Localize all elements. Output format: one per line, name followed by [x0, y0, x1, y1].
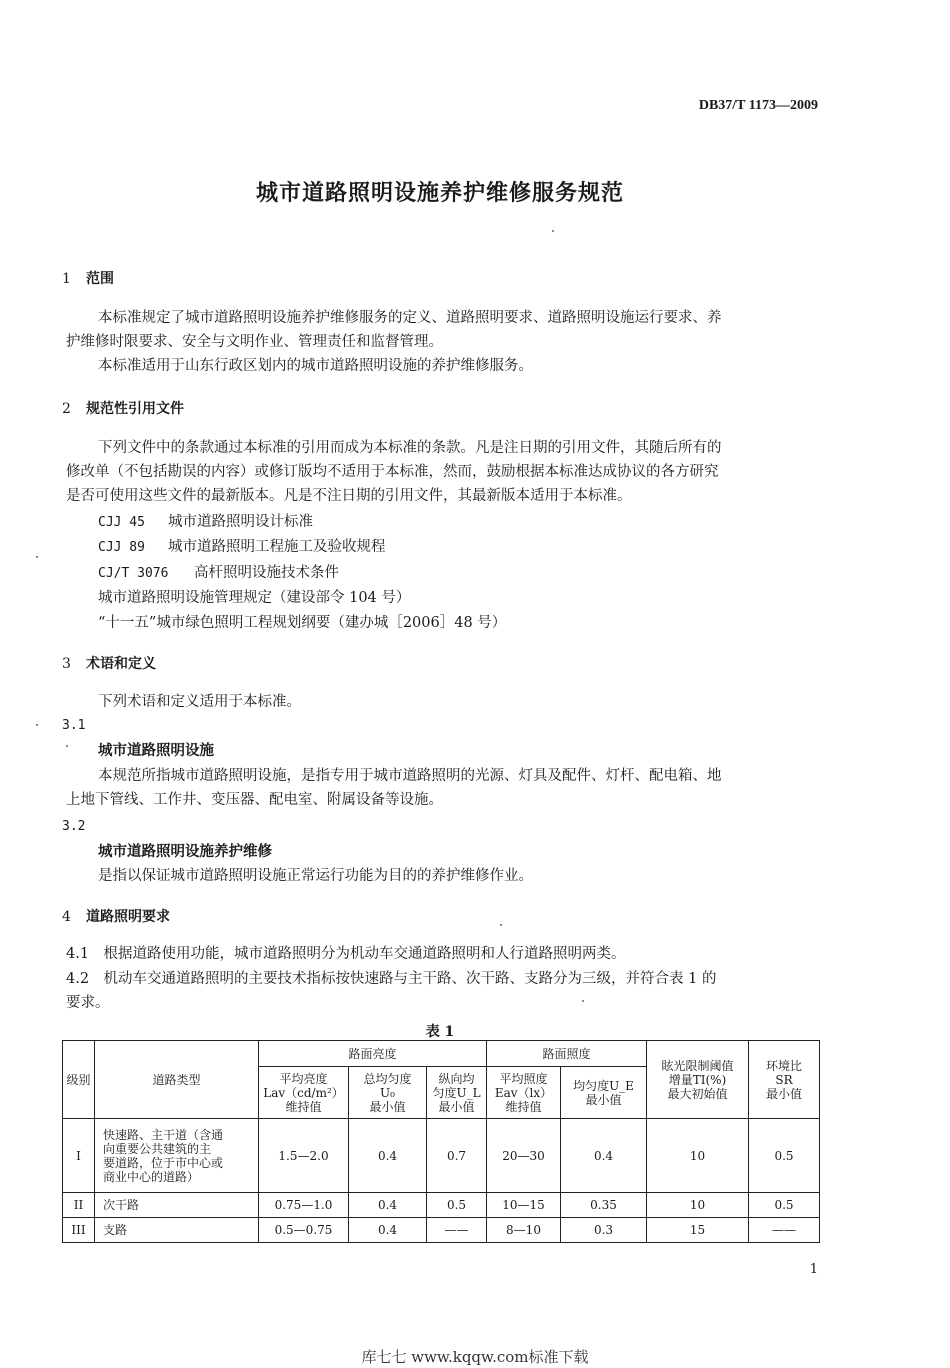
table-row [63, 1119, 820, 1193]
cell-lav: 1.5—2.0 [259, 1119, 349, 1193]
reference-name: 高杆照明设施技术条件 [194, 565, 339, 581]
cell-ti: 10 [647, 1119, 749, 1193]
cell-eav: 20—30 [487, 1119, 561, 1193]
paragraph: 修改单（不包括勘误的内容）或修订版均不适用于本标准，然而，鼓励根据本标准达成协议的各方研究 [66, 464, 719, 480]
footer-watermark: 库七七 www.kqqw.com标准下载 [361, 1348, 589, 1366]
paragraph: 下列文件中的条款通过本标准的引用而成为本标准的条款。凡是注日期的引用文件，其随后所有的 [98, 440, 722, 456]
cell-sr: —— [749, 1218, 820, 1243]
cell-ue: 0.4 [561, 1119, 647, 1193]
header-sr [749, 1041, 820, 1119]
scan-speck [36, 556, 38, 558]
cell-u0: 0.4 [349, 1218, 427, 1243]
term: 城市道路照明设施养护维修 [98, 843, 272, 860]
paragraph: 本标准适用于山东行政区划内的城市道路照明设施的养护维修服务。 [98, 358, 533, 374]
clause-number: 3.1 [62, 718, 86, 733]
section-title: 术语和定义 [86, 656, 156, 672]
header-level: 级别 [63, 1041, 95, 1119]
table-caption: 表 1 [425, 1024, 455, 1040]
section-3-heading [62, 653, 156, 673]
cell-ue: 0.3 [561, 1218, 647, 1243]
lighting-table [62, 1040, 820, 1243]
cell-road-type [95, 1119, 259, 1193]
cell-eav: 8—10 [487, 1218, 561, 1243]
header-line: 纵向均 [438, 1071, 475, 1086]
paragraph: 下列术语和定义适用于本标准。 [98, 694, 301, 710]
section-2-heading [62, 398, 184, 418]
section-number: 4 [62, 909, 71, 925]
cell-u0: 0.4 [349, 1119, 427, 1193]
section-1-heading [62, 268, 114, 288]
header-line: 眩光限制阈值 [661, 1058, 734, 1073]
scan-speck [552, 230, 554, 232]
cell-lav: 0.75—1.0 [259, 1193, 349, 1218]
reference-item [98, 535, 386, 560]
cell-sr: 0.5 [749, 1119, 820, 1193]
section-title: 规范性引用文件 [86, 401, 184, 417]
scan-speck [66, 745, 68, 747]
section-number: 1 [62, 271, 71, 287]
header-line: 最小值 [585, 1092, 622, 1107]
header-luminance-group: 路面亮度 [259, 1041, 487, 1067]
cell-ti: 15 [647, 1218, 749, 1243]
header-line: U₀ [380, 1085, 395, 1100]
definition: 上地下管线、工作井、变压器、配电室、附属设备等设施。 [66, 792, 443, 808]
header-line: SR [775, 1072, 793, 1087]
cell-line: 向重要公共建筑的主 [103, 1141, 212, 1156]
cell-ue: 0.35 [561, 1193, 647, 1218]
header-line: 匀度U_L [432, 1085, 481, 1100]
scan-speck [36, 724, 38, 726]
cell-u0: 0.4 [349, 1193, 427, 1218]
header-avg-luminance [259, 1067, 349, 1119]
cell-ti: 10 [647, 1193, 749, 1218]
standard-number: DB37/T 1173—2009 [698, 98, 818, 113]
cell-eav: 10—15 [487, 1193, 561, 1218]
cell-ul: 0.5 [427, 1193, 487, 1218]
definition: 本规范所指城市道路照明设施，是指专用于城市道路照明的光源、灯具及配件、灯杆、配电箱、地 [98, 768, 722, 784]
header-line: Eav（lx） [494, 1085, 553, 1100]
reference-code: CJJ 89 [98, 540, 145, 555]
header-illuminance-uniformity [561, 1067, 647, 1119]
page-number: 1 [809, 1262, 818, 1277]
header-line: Lav（cd/m²） [263, 1085, 344, 1100]
header-avg-illuminance [487, 1067, 561, 1119]
header-line: 平均照度 [499, 1071, 548, 1086]
section-title: 范围 [86, 271, 114, 287]
reference-item [98, 510, 313, 535]
header-line: 均匀度U_E [573, 1078, 634, 1093]
header-line: 平均亮度 [279, 1071, 328, 1086]
cell-ul: 0.7 [427, 1119, 487, 1193]
cell-road-type: 次干路 [95, 1193, 259, 1218]
table-row [63, 1218, 820, 1243]
reference-item: 城市道路照明设施管理规定（建设部令 104 号） [98, 590, 411, 606]
header-overall-uniformity [349, 1067, 427, 1119]
header-longitudinal-uniformity [427, 1067, 487, 1119]
paragraph: 是否可使用这些文件的最新版本。凡是不注日期的引用文件，其最新版本适用于本标准。 [66, 488, 632, 504]
paragraph: 本标准规定了城市道路照明设施养护维修服务的定义、道路照明要求、道路照明设施运行要求、养 [98, 310, 722, 326]
header-glare [647, 1041, 749, 1119]
reference-item: “十一五”城市绿色照明工程规划纲要（建办城［2006］48 号） [98, 615, 507, 631]
section-number: 2 [62, 401, 71, 417]
scan-speck [500, 924, 502, 926]
reference-code: CJJ 45 [98, 515, 145, 530]
reference-code: CJ/T 3076 [98, 566, 169, 581]
clause: 要求。 [66, 995, 110, 1011]
header-line: 维持值 [505, 1099, 542, 1114]
header-line: 环境比 [766, 1058, 803, 1073]
clause: 4.2 机动车交通道路照明的主要技术指标按快速路与主干路、次干路、支路分为三级，并符合表 1 的 [66, 971, 717, 987]
header-line: 总均匀度 [363, 1071, 412, 1086]
reference-name: 城市道路照明工程施工及验收规程 [168, 539, 386, 555]
term: 城市道路照明设施 [98, 742, 214, 759]
cell-lav: 0.5—0.75 [259, 1218, 349, 1243]
table-header-row [63, 1041, 820, 1067]
cell-road-type: 支路 [95, 1218, 259, 1243]
cell-level: III [63, 1218, 95, 1243]
cell-line: 要道路，位于市中心或 [103, 1155, 224, 1170]
section-4-heading [62, 906, 170, 926]
header-line: 最小值 [438, 1099, 475, 1114]
cell-sr: 0.5 [749, 1193, 820, 1218]
reference-name: 城市道路照明设计标准 [168, 514, 313, 530]
scan-speck [582, 1000, 584, 1002]
cell-level: I [63, 1119, 95, 1193]
clause: 4.1 根据道路使用功能，城市道路照明分为机动车交通道路照明和人行道路照明两类。 [66, 946, 626, 962]
section-number: 3 [62, 656, 71, 672]
header-line: 最小值 [766, 1086, 803, 1101]
table-row [63, 1193, 820, 1218]
header-illuminance-group: 路面照度 [487, 1041, 647, 1067]
cell-line: 快速路、主干道（含通 [103, 1127, 224, 1142]
cell-ul: —— [427, 1218, 487, 1243]
paragraph: 护维修时限要求、安全与文明作业、管理责任和监督管理。 [66, 334, 443, 350]
section-title: 道路照明要求 [86, 909, 170, 925]
header-line: 最小值 [369, 1099, 406, 1114]
definition: 是指以保证城市道路照明设施正常运行功能为目的的养护维修作业。 [98, 868, 533, 884]
cell-line: 商业中心的道路） [103, 1169, 200, 1184]
header-road-type: 道路类型 [95, 1041, 259, 1119]
reference-item [98, 561, 339, 586]
cell-level: II [63, 1193, 95, 1218]
header-line: 维持值 [285, 1099, 322, 1114]
header-line: 增量TI(%) [668, 1072, 727, 1087]
clause-number: 3.2 [62, 819, 86, 834]
document-title: 城市道路照明设施养护维修服务规范 [255, 180, 624, 206]
header-line: 最大初始值 [667, 1086, 728, 1101]
